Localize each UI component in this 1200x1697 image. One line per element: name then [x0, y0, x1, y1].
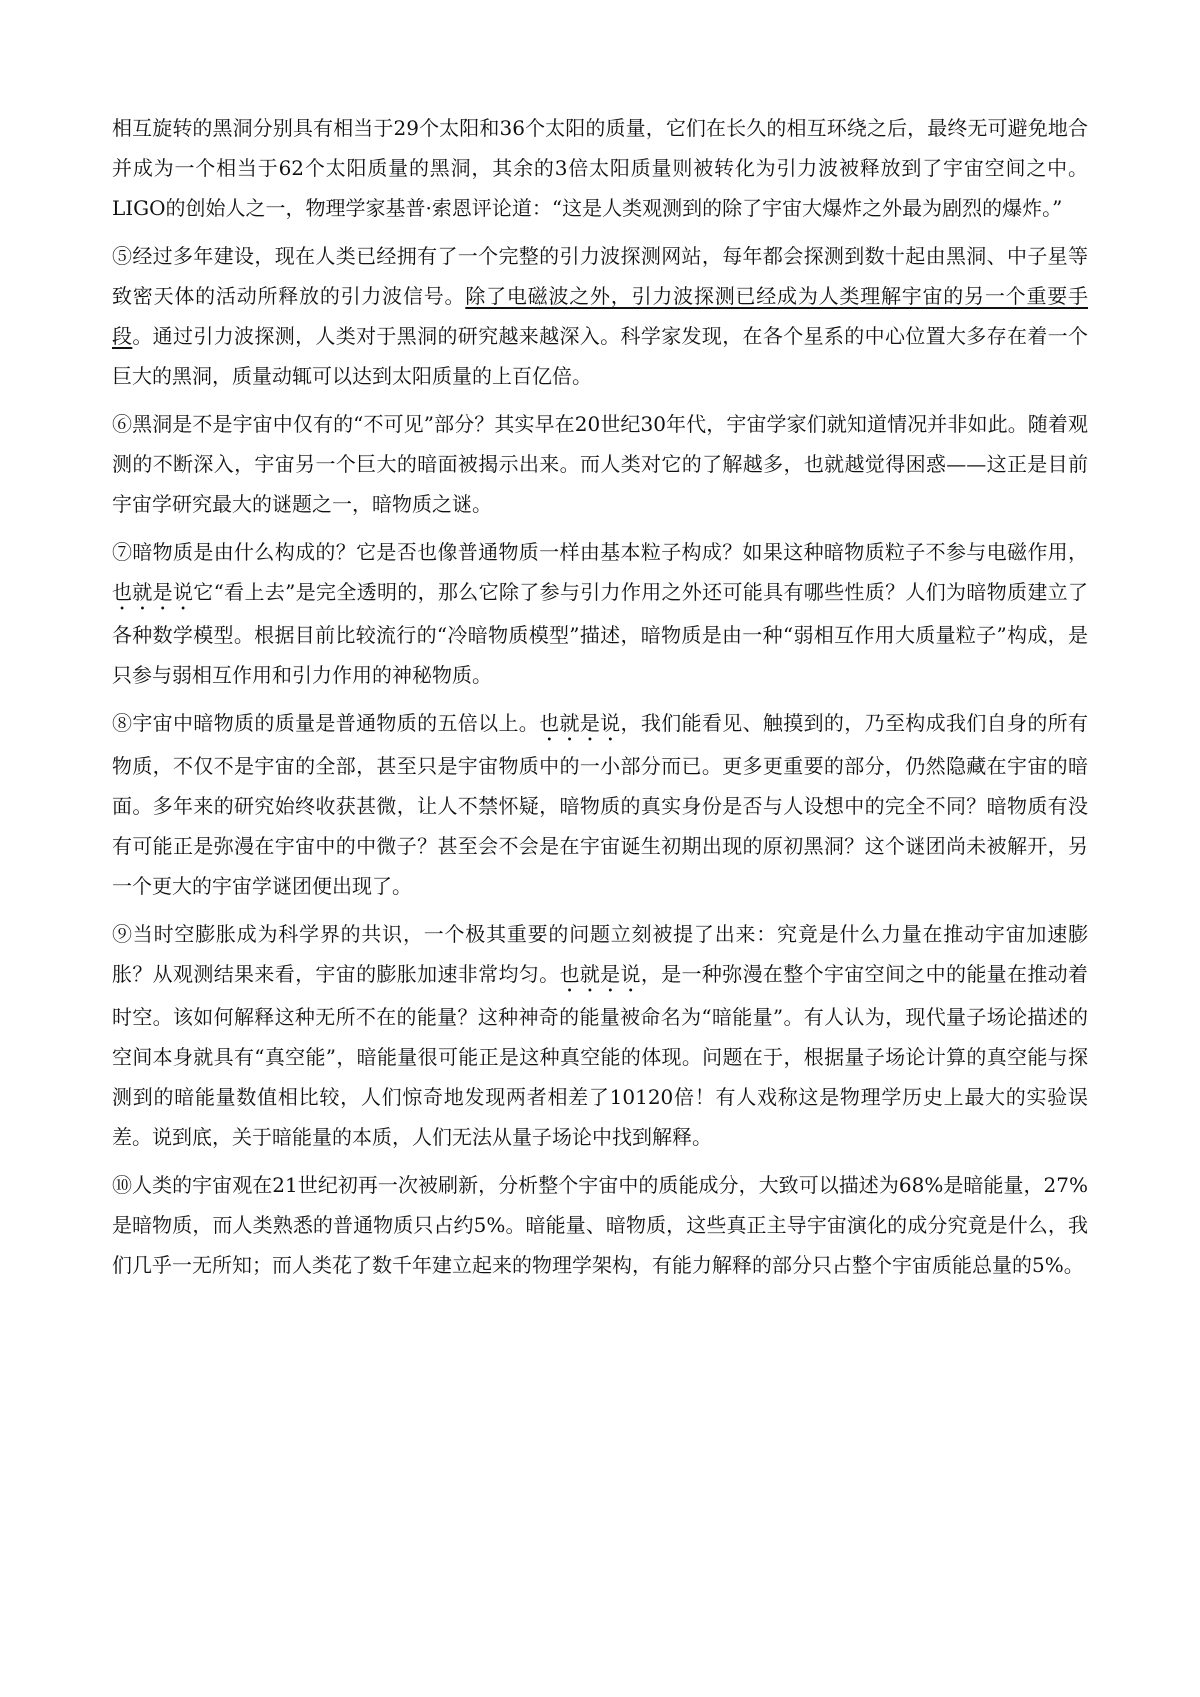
paragraph-8-text-a: ⑧宇宙中暗物质的质量是普通物质的五倍以上。 [112, 711, 540, 735]
paragraph-8 [112, 703, 1088, 906]
paragraph-7-text-b: 它“看上去”是完全透明的，那么它除了参与引力作用之外还可能具有哪些性质？人们为暗物质建立了各种数学模型。根据目前比较流行的“冷暗物质模型”描述，暗物质是由一种“弱相互作用大质量粒子”构成，是只参与弱相互作用和引力作用的神秘物质。 [112, 580, 1088, 687]
paragraph-7-text-a: ⑦暗物质是由什么构成的？它是否也像普通物质一样由基本粒子构成？如果这种暗物质粒子不参与电磁作用， [112, 540, 1088, 564]
paragraph-6: ⑥黑洞是不是宇宙中仅有的“不可见”部分？其实早在20世纪30年代，宇宙学家们就知道情况并非如此。随着观测的不断深入，宇宙另一个巨大的暗面被揭示出来。而人类对它的了解越多，也就越觉得困惑——这正是目前宇宙学研究最大的谜题之一，暗物质之谜。 [112, 412, 1088, 516]
paragraph-9 [112, 914, 1088, 1157]
paragraph-8-emphasized-phrase: 也就是说 [539, 711, 621, 735]
paragraph-9-emphasized-phrase: 也就是说 [559, 962, 641, 986]
paragraph-5-text-b: 。通过引力波探测，人类对于黑洞的研究越来越深入。科学家发现，在各个星系的中心位置大多存在着一个巨大的黑洞，质量动辄可以达到太阳质量的上百亿倍。 [112, 324, 1089, 388]
paragraph-5-text-a: ⑤经过多年建设，现在人类已经拥有了一个完整的引力波探测网站，每年都会探测到数十起由黑洞、中子星等致密天体的活动所释放的引力波信号。 [112, 244, 1088, 308]
paragraph-7 [112, 532, 1088, 695]
paragraph-9-text-a: ⑨当时空膨胀成为科学界的共识，一个极其重要的问题立刻被提了出来：究竟是什么力量在推动宇宙加速膨胀？从观测结果来看，宇宙的膨胀加速非常均匀。 [112, 922, 1088, 986]
document-page [112, 108, 1088, 1293]
paragraph-5-underlined-sentence: 除了电磁波之外，引力波探测已经成为人类理解宇宙的另一个重要手段 [112, 284, 1089, 348]
paragraph-8-text-b: ，我们能看见、触摸到的，乃至构成我们自身的所有物质，不仅不是宇宙的全部，甚至只是宇宙物质中的一小部分而已。更多更重要的部分，仍然隐藏在宇宙的暗面。多年来的研究始终收获甚微，让人不禁怀疑，暗物质的真实身份是否与人设想中的完全不同？暗物质有没有可能正是弥漫在宇宙中的中微子？甚至会不会是在宇宙诞生初期出现的原初黑洞？这个谜团尚未被解开，另一个更大的宇宙学谜团便出现了。 [112, 711, 1089, 898]
paragraph-10: ⑩人类的宇宙观在21世纪初再一次被刷新，分析整个宇宙中的质能成分，大致可以描述为68%是暗能量，27%是暗物质，而人类熟悉的普通物质只占约5%。暗能量、暗物质，这些真正主导宇宙演化的成分究竟是什么，我们几乎一无所知；而人类花了数千年建立起来的物理学架构，有能力解释的部分只占整个宇宙质能总量的5%。 [112, 1173, 1088, 1277]
paragraph-7-emphasized-phrase: 也就是说 [112, 580, 194, 604]
paragraph-5 [112, 236, 1088, 396]
paragraph-9-text-b: ，是一种弥漫在整个宇宙空间之中的能量在推动着时空。该如何解释这种无所不在的能量？这种神奇的能量被命名为“暗能量”。有人认为，现代量子场论描述的空间本身就具有“真空能”，暗能量很可能正是这种真空能的体现。问题在于，根据量子场论计算的真空能与探测到的暗能量数值相比较，人们惊奇地发现两者相差了10120倍！有人戏称这是物理学历史上最大的实验误差。说到底，关于暗能量的本质，人们无法从量子场论中找到解释。 [112, 962, 1089, 1149]
paragraph-4-continued: 相互旋转的黑洞分别具有相当于29个太阳和36个太阳的质量，它们在长久的相互环绕之后，最终无可避免地合并成为一个相当于62个太阳质量的黑洞，其余的3倍太阳质量则被转化为引力波被释放到了宇宙空间之中。LIGO的创始人之一，物理学家基普·索恩评论道：“这是人类观测到的除了宇宙大爆炸之外最为剧烈的爆炸。” [112, 116, 1088, 220]
